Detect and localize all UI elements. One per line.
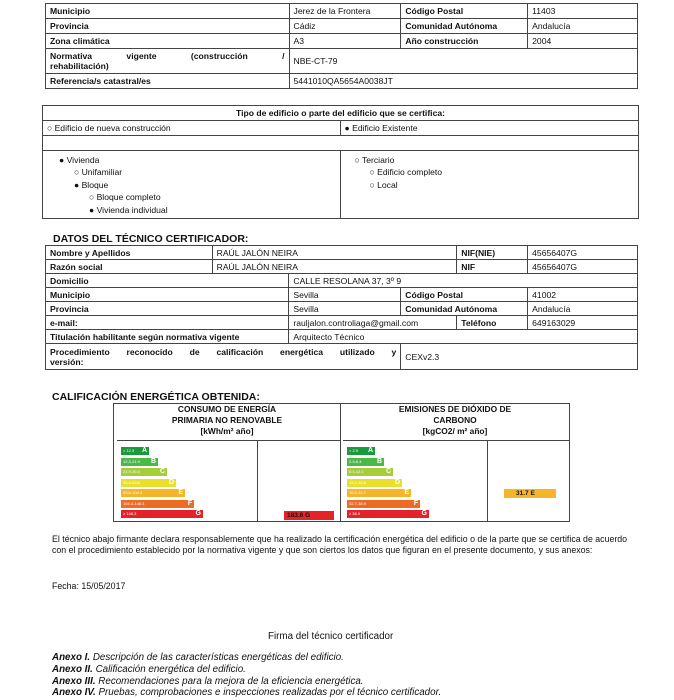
tecnico-table (45, 245, 638, 370)
ano-value: 2004 (528, 34, 638, 49)
tipo-header: Tipo de edificio o parte del edificio que se certifica: (43, 106, 639, 121)
vivienda-individual-option: ● Vivienda individual (89, 204, 168, 215)
edificio-existente-option: ● Edificio Existente (340, 121, 638, 136)
consumo-result-panel (257, 440, 340, 522)
anexo-label: Anexo III. (52, 675, 96, 687)
nueva-construccion-option: ○ Edificio de nueva construcción (43, 121, 341, 136)
emisiones-scale-letter: G (421, 510, 427, 517)
nombre-value: RAÚL JALÓN NEIRA (212, 246, 457, 260)
domicilio-label: Domicilio (46, 274, 289, 288)
nif-nie-label: NIF(NIE) (457, 246, 528, 260)
emisiones-scale-range: 6.4-12.1 (349, 469, 364, 474)
calificacion-box (113, 403, 570, 522)
emisiones-result-panel (487, 440, 569, 522)
emisiones-scale-letter: D (394, 478, 400, 486)
consumo-scale-range: ≥ 148.3 (123, 511, 137, 516)
emisiones-header-2: CARBONO (433, 415, 477, 425)
ca-label: Comunidad Autónoma (401, 19, 528, 34)
emisiones-scale-range: 12.1-16.5 (349, 479, 366, 485)
emisiones-scale-letter: A (367, 447, 373, 454)
nif-nie-value: 45656407G (528, 246, 638, 260)
tec-ca-label: Comunidad Autónoma (401, 302, 528, 316)
emisiones-scale-range: < 2.9 (349, 448, 359, 453)
emisiones-scale-range: 32.7-38.9 (349, 500, 366, 506)
consumo-scale-bar-f (121, 500, 194, 508)
tecnico-title: DATOS DEL TÉCNICO CERTIFICADOR: (53, 233, 249, 245)
tipo-edificio-table (42, 105, 639, 219)
zona-label: Zona climática (46, 34, 290, 49)
razon-value: RAÚL JALÓN NEIRA (212, 260, 457, 274)
normativa-label (46, 49, 290, 74)
consumo-header (114, 404, 340, 437)
consumo-scale-letter: E (178, 489, 183, 496)
emisiones-scale-bar-f (347, 500, 420, 508)
consumo-scale-bar-e (121, 489, 185, 497)
emisiones-scale-bar-g (347, 510, 429, 518)
consumo-scale-range: < 12.3 (123, 448, 135, 453)
tec-ca-value: Andalucía (528, 302, 638, 316)
tec-municipio-label: Municipio (46, 288, 289, 302)
consumo-header-1: CONSUMO DE ENERGÍA (177, 404, 277, 414)
titulacion-value: Arquitecto Técnico (289, 330, 638, 344)
emisiones-scale-letter: F (413, 499, 418, 507)
ref-value: 5441010QA5654A0038JT (289, 74, 637, 89)
anexos-list (52, 652, 441, 699)
consumo-scale-range: 21.9-36.4 (123, 469, 140, 474)
consumo-scale-letter: F (187, 499, 192, 507)
nif-value: 45656407G (528, 260, 638, 274)
ref-label: Referencia/s catastral/es (46, 74, 290, 89)
email-value: rauljalon.controliaga@gmail.com (289, 316, 457, 330)
tec-cp-value: 41002 (528, 288, 638, 302)
consumo-scale-bar-c (121, 468, 167, 476)
normativa-label-line2: rehabilitación) (50, 61, 109, 71)
emisiones-scale-range: ≥ 38.9 (349, 511, 361, 516)
ano-label: Año construcción (401, 34, 528, 49)
vivienda-option: ● Vivienda (59, 155, 100, 165)
emisiones-scale-bar-a (347, 447, 375, 455)
consumo-scale-letter: A (141, 447, 147, 454)
anexo-item (52, 687, 441, 699)
consumo-scale-range: 12.3-21.9 (123, 458, 140, 464)
edificio-completo-option: ○ Edificio completo (369, 167, 443, 178)
provincia-label: Provincia (46, 19, 290, 34)
procedimiento-value: CEXv2.3 (401, 344, 638, 370)
terciario-option: ○ Terciario (354, 155, 395, 165)
anexo-text: Recomendaciones para la mejora de la eficiencia energética. (98, 675, 364, 687)
tel-label: Teléfono (457, 316, 528, 330)
local-option: ○ Local (369, 179, 398, 190)
consumo-scale-bar-d (121, 479, 176, 487)
emisiones-header-1: EMISIONES DE DIÓXIDO DE (398, 404, 512, 414)
nombre-label: Nombre y Apellidos (46, 246, 213, 260)
anexo-label: Anexo I. (52, 652, 91, 663)
consumo-result-label: 183.6 G (284, 511, 334, 520)
location-table (45, 3, 638, 89)
normativa-value: NBE-CT-79 (289, 49, 637, 74)
anexo-label: Anexo IV. (52, 687, 96, 699)
consumo-scale-bar-b (121, 458, 158, 466)
ca-value: Andalucía (528, 19, 638, 34)
consumo-scale-range: 53.6-104.3 (123, 490, 143, 495)
emisiones-scale-bar-c (347, 468, 393, 476)
procedimiento-label-line2: versión: (50, 356, 84, 367)
razon-label: Razón social (46, 260, 213, 274)
emisiones-scale-bar-e (347, 489, 411, 497)
municipio-label: Municipio (46, 4, 290, 19)
emisiones-scale-range: 16.5-32.7 (349, 490, 366, 495)
consumo-header-3: [kWh/m² año] (200, 426, 254, 436)
declaracion-text: El técnico abajo firmante declara responsablemente que ha realizado la certificación energética del edificio o de la parte que se certifica de acuerdo con el procedimiento establecido por la normativa vigente y que son ciertos los datos que figuran en el presente documento, y sus anexos: (52, 534, 628, 555)
terciario-block (340, 151, 638, 219)
titulacion-label: Titulación habilitante según normativa vigente (46, 330, 289, 344)
emisiones-header-3: [kgCO2/ m² año] (422, 426, 488, 436)
emisiones-scale-letter: B (376, 457, 382, 465)
emisiones-scale-letter: E (404, 489, 409, 496)
emisiones-scale-bar-b (347, 458, 384, 466)
cp-value: 11403 (528, 4, 638, 19)
emisiones-scale-bar-d (347, 479, 402, 487)
fecha: Fecha: 15/05/2017 (52, 581, 126, 591)
procedimiento-label (46, 344, 401, 370)
calificacion-title: CALIFICACIÓN ENERGÉTICA OBTENIDA: (52, 391, 260, 403)
anexo-text: Pruebas, comprobaciones e inspecciones realizadas por el técnico certificador. (98, 687, 442, 699)
bloque-option: ● Bloque (74, 179, 109, 190)
vivienda-block (43, 151, 341, 219)
consumo-header-2: PRIMARIA NO RENOVABLE (171, 415, 283, 425)
emisiones-result-label: 31.7 E (504, 489, 556, 498)
emisiones-scale-letter: C (385, 468, 391, 475)
emisiones-scale-range: 2.9-6.4 (349, 458, 362, 464)
tec-provincia-value: Sevilla (289, 302, 401, 316)
firma-label: Firma del técnico certificador (268, 631, 394, 642)
cp-label: Código Postal (401, 4, 528, 19)
tec-cp-label: Código Postal (401, 288, 528, 302)
nif-label: NIF (457, 260, 528, 274)
municipio-value: Jerez de la Frontera (289, 4, 401, 19)
anexo-label: Anexo II. (52, 663, 93, 675)
bloque-completo-option: ○ Bloque completo (89, 192, 161, 203)
domicilio-value: CALLE RESOLANA 37, 3º 9 (289, 274, 638, 288)
consumo-scale-letter: G (195, 510, 201, 517)
normativa-label-line1: Normativa vigente (construcción / (50, 51, 285, 61)
consumo-scale-bar-g (121, 510, 203, 518)
provincia-value: Cádiz (289, 19, 401, 34)
consumo-scale-range: 104.3-148.3 (123, 500, 145, 506)
spacer-row (43, 136, 639, 151)
anexo-text: Calificación energética del edificio. (95, 663, 246, 675)
consumo-scale-bar-a (121, 447, 149, 455)
zona-value: A3 (289, 34, 401, 49)
anexo-text: Descripción de las características energéticas del edificio. (92, 652, 344, 663)
tec-municipio-value: Sevilla (289, 288, 401, 302)
anexo-item (52, 676, 441, 688)
tec-provincia-label: Provincia (46, 302, 289, 316)
consumo-scale-letter: C (159, 468, 165, 475)
consumo-scale-letter: B (150, 457, 156, 465)
consumo-scale-letter: D (168, 478, 174, 486)
unifamiliar-option: ○ Unifamiliar (74, 167, 123, 178)
anexo-item (52, 664, 441, 676)
tel-value: 649163029 (528, 316, 638, 330)
procedimiento-label-line1: Procedimiento reconocido de calificación energética utilizado y (50, 346, 397, 357)
emisiones-header (341, 404, 569, 437)
emisiones-scale (343, 441, 487, 521)
consumo-scale (117, 441, 257, 521)
consumo-scale-range: 36.4-53.6 (123, 479, 140, 485)
email-label: e-mail: (46, 316, 289, 330)
anexo-item (52, 652, 441, 664)
